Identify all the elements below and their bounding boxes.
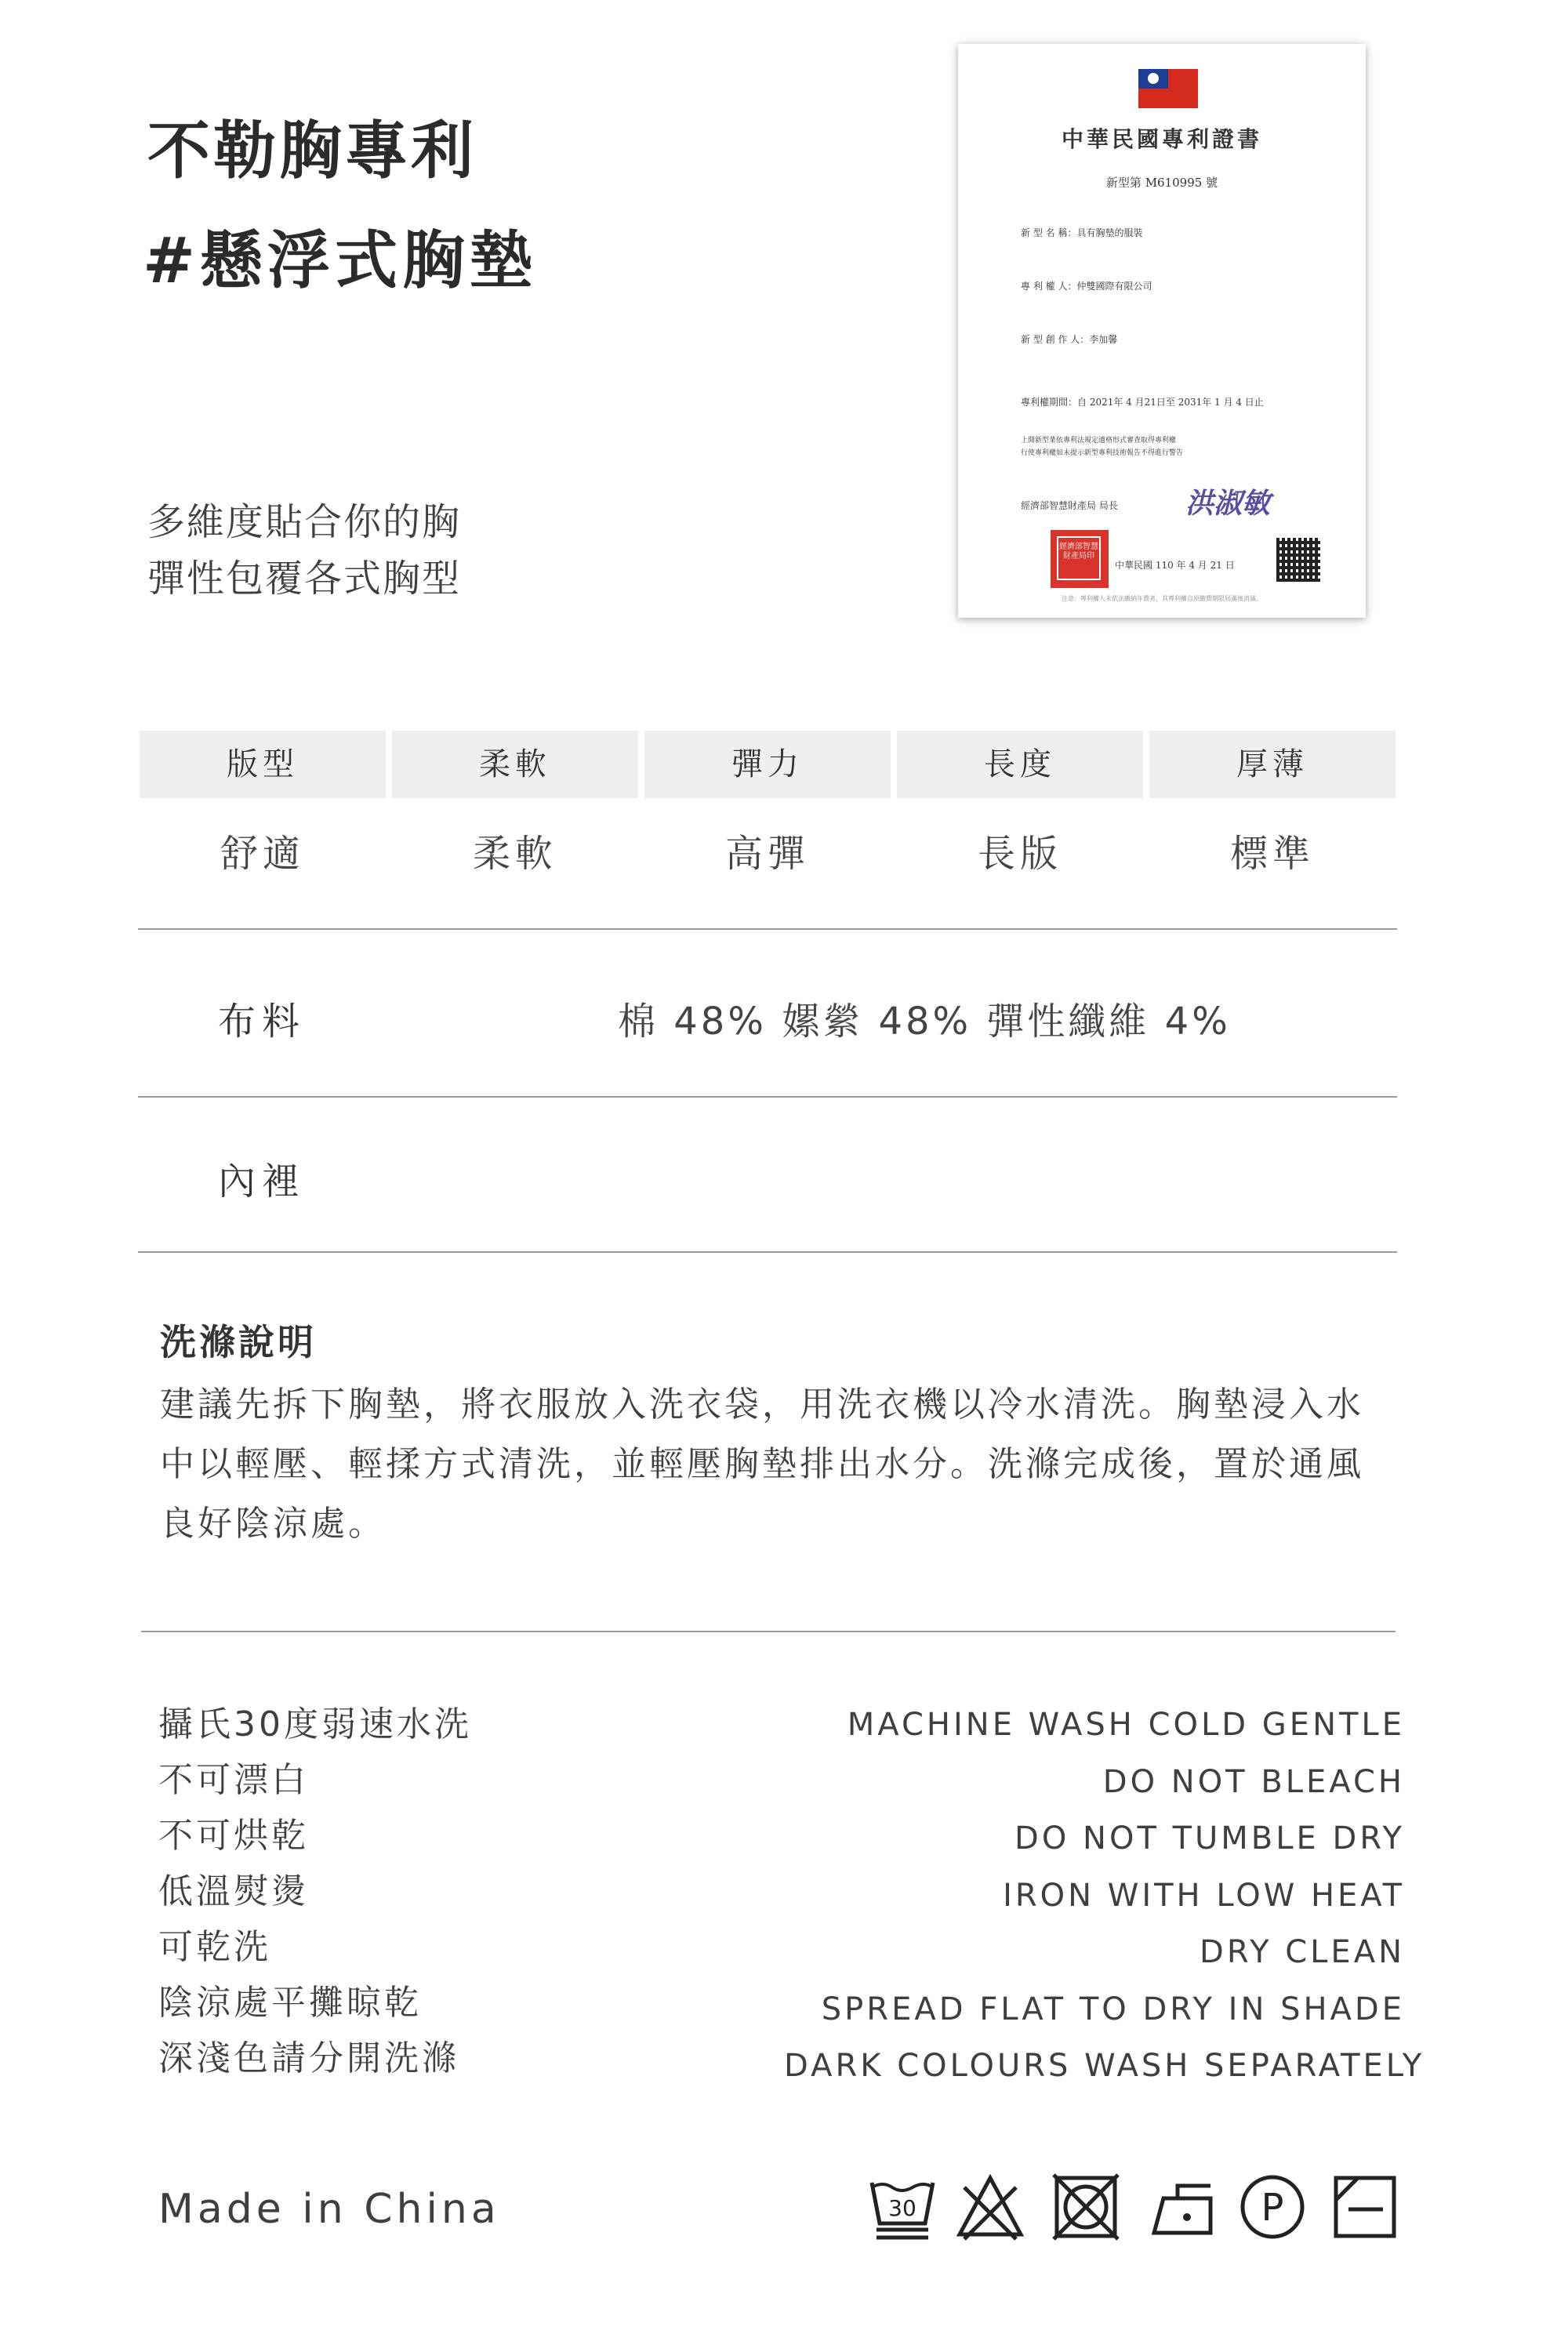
fabric-value: 棉 48% 嫘縈 48% 彈性纖維 4% xyxy=(618,1000,1231,1044)
certificate-line: 經濟部智慧財產局 局長 xyxy=(1021,500,1118,511)
attr-header: 厚薄 xyxy=(1149,731,1396,798)
lining-label: 內裡 xyxy=(218,1160,307,1203)
director-signature: 洪淑敏 xyxy=(1185,487,1271,520)
care-item: 攝氏30度弱速水洗 xyxy=(158,1704,472,1744)
iron-low-icon xyxy=(1146,2172,1217,2242)
attr-value: 長版 xyxy=(977,832,1062,876)
care-list-english xyxy=(784,1697,1425,2095)
care-item: 可乾洗 xyxy=(158,1927,271,1967)
care-item: 不可烘乾 xyxy=(158,1816,309,1856)
certificate-footer: 注意：專利權人未依法繳納年費者，其專利權自原繳費期限屆滿後消滅。 xyxy=(1062,595,1262,602)
fabric-label: 布料 xyxy=(218,1000,307,1044)
certificate-line: 行使專利權如未提示新型專利技術報告不得進行警告 xyxy=(1021,449,1184,457)
certificate-line: 專利權期間：自 2021年 4 月21日至 2031年 1 月 4 日止 xyxy=(1021,397,1264,408)
care-item: 陰涼處平攤晾乾 xyxy=(158,1983,422,2023)
care-item: DO NOT TUMBLE DRY xyxy=(1014,1820,1405,1857)
care-item: 低溫熨燙 xyxy=(158,1871,309,1911)
origin-label: Made in China xyxy=(158,2186,500,2233)
description-line: 彈性包覆各式胸型 xyxy=(147,557,462,601)
care-item: DARK COLOURS WASH SEPARATELY xyxy=(784,2048,1425,2084)
divider xyxy=(138,1096,1397,1098)
no-bleach-icon xyxy=(955,2172,1025,2242)
attr-value: 高彈 xyxy=(724,832,810,876)
care-list-chinese xyxy=(158,1697,472,2086)
taiwan-flag-icon xyxy=(1138,69,1198,108)
care-item: SPREAD FLAT TO DRY IN SHADE xyxy=(821,1991,1405,2027)
attr-header: 柔軟 xyxy=(392,731,638,798)
certificate-date: 中華民國 110 年 4 月 21 日 xyxy=(1115,560,1235,571)
attr-value: 舒適 xyxy=(220,832,305,876)
qr-code-icon xyxy=(1276,538,1320,582)
certificate-line: 上開新型業依專利法規定適格形式審查取得專利權 xyxy=(1021,437,1177,445)
care-item: 深淺色請分開洗滌 xyxy=(158,2038,459,2078)
page-title: 不勒胸專利 xyxy=(147,114,477,187)
certificate-number: 新型第 M610995 號 xyxy=(1105,176,1218,190)
attr-header: 版型 xyxy=(140,731,386,798)
care-item: MACHINE WASH COLD GENTLE xyxy=(847,1707,1405,1743)
attr-value: 標準 xyxy=(1229,832,1315,876)
care-item: IRON WITH LOW HEAT xyxy=(1003,1877,1405,1914)
care-item: 不可漂白 xyxy=(158,1760,309,1800)
official-seal: 經濟部智慧財產局印 xyxy=(1051,530,1109,588)
attr-header: 彈力 xyxy=(644,731,891,798)
divider xyxy=(138,928,1397,930)
divider xyxy=(138,1251,1397,1253)
washing-title: 洗滌說明 xyxy=(160,1321,317,1363)
patent-certificate xyxy=(958,44,1366,618)
certificate-line: 新 型 名 稱：具有胸墊的服裝 xyxy=(1021,227,1143,238)
care-item: DO NOT BLEACH xyxy=(1102,1763,1405,1800)
certificate-line: 專 利 權 人：仲雙國際有限公司 xyxy=(1021,281,1152,292)
care-item: DRY CLEAN xyxy=(1200,1934,1405,1970)
dry-flat-shade-icon xyxy=(1330,2172,1400,2242)
dry-clean-letter: P xyxy=(1261,2186,1284,2230)
certificate-title: 中華民國專利證書 xyxy=(1061,126,1262,152)
washing-instructions: 建議先拆下胸墊，將衣服放入洗衣袋，用洗衣機以冷水清洗。胸墊浸入水中以輕壓、輕揉方式清洗，並輕壓胸墊排出水分。洗滌完成後，置於通風良好陰涼處。 xyxy=(160,1385,1364,1544)
feature-tag: #懸浮式胸墊 xyxy=(143,224,538,297)
divider xyxy=(141,1631,1396,1632)
attr-value: 柔軟 xyxy=(472,832,557,876)
wash-30-gentle-icon xyxy=(867,2172,938,2242)
certificate-line: 新 型 創 作 人：李加馨 xyxy=(1021,334,1118,345)
attr-header: 長度 xyxy=(897,731,1143,798)
description-line: 多維度貼合你的胸 xyxy=(147,500,462,544)
no-tumble-dry-icon xyxy=(1051,2172,1121,2242)
feature-description xyxy=(147,494,461,607)
wash-temp-label: 30 xyxy=(888,2195,916,2221)
dry-clean-p-icon xyxy=(1237,2172,1308,2242)
